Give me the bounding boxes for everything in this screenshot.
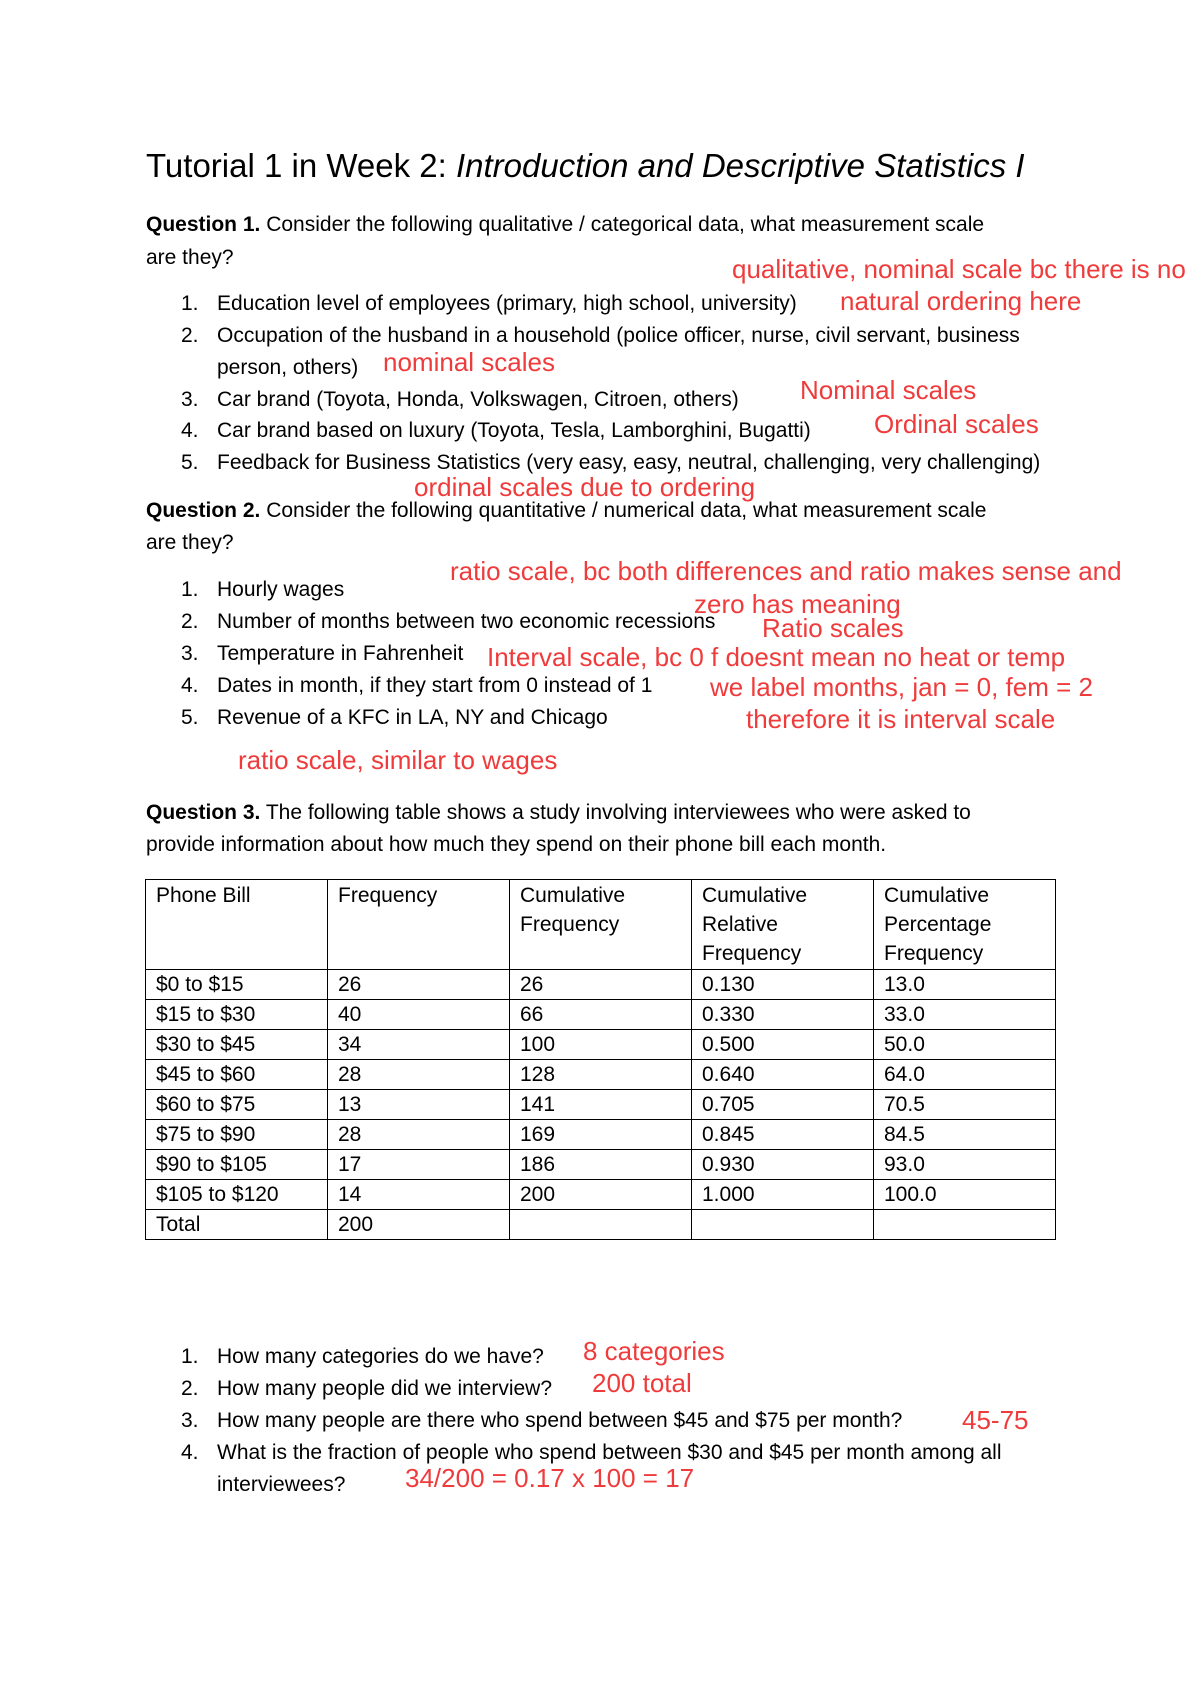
q3-text-line1: The following table shows a study involving interviewees who were asked to — [260, 801, 971, 824]
list-text: Temperature in Fahrenheit — [217, 642, 464, 665]
list-text: How many people are there who spend between $45 and $75 per month? — [217, 1409, 903, 1432]
list-text: Car brand based on luxury (Toyota, Tesla, Lamborghini, Bugatti) — [217, 419, 811, 442]
annotation-q2-zero-meaning: zero has meaning — [694, 589, 901, 619]
table-cell: $60 to $75 — [146, 1090, 328, 1120]
table-cell: 13 — [328, 1090, 510, 1120]
q1-list-item — [181, 415, 811, 447]
list-text: Education level of employees (primary, high school, university) — [217, 292, 797, 315]
table-row — [146, 1180, 1056, 1210]
table-header-cell — [510, 880, 692, 970]
table-cell: $0 to $15 — [146, 970, 328, 1000]
list-number: 1. — [181, 292, 199, 315]
table-header-cell — [146, 880, 328, 970]
table-cell: 186 — [510, 1150, 692, 1180]
q1-list-item — [181, 288, 797, 320]
table-cell: 1.000 — [692, 1180, 874, 1210]
table-cell: Total — [146, 1210, 328, 1240]
list-number: 2. — [181, 1377, 199, 1400]
header-text-line: Cumulative — [702, 884, 808, 907]
list-text: Dates in month, if they start from 0 instead of 1 — [217, 674, 653, 697]
header-text-line: Frequency — [884, 942, 984, 965]
table-cell: 128 — [510, 1060, 692, 1090]
annotation-q2-interval-conclusion: therefore it is interval scale — [746, 704, 1056, 734]
table-row — [146, 1090, 1056, 1120]
q2-label: Question 2. — [146, 499, 261, 522]
table-row — [146, 1000, 1056, 1030]
table-cell: $30 to $45 — [146, 1030, 328, 1060]
annotation-q3-range: 45-75 — [962, 1405, 1029, 1435]
list-number: 3. — [181, 388, 199, 411]
annotation-q1-ordinal-ordering: ordinal scales due to ordering — [414, 472, 756, 502]
q2-list-item — [181, 638, 464, 670]
annotation-q1-natural-ordering: natural ordering here — [840, 286, 1082, 316]
table-cell: 66 — [510, 1000, 692, 1030]
table-cell — [874, 1210, 1056, 1240]
table-header-cell — [692, 880, 874, 970]
annotation-q3-categories: 8 categories — [583, 1336, 725, 1366]
q2-list-item — [181, 574, 345, 606]
list-text: What is the fraction of people who spend between $30 and $45 per month among all — [217, 1441, 1002, 1464]
table-cell: 0.705 — [692, 1090, 874, 1120]
table-cell: 200 — [328, 1210, 510, 1240]
table-row — [146, 1150, 1056, 1180]
table-row — [146, 1210, 1056, 1240]
table-cell: 28 — [328, 1120, 510, 1150]
annotation-q2-interval-scale: Interval scale, bc 0 f doesnt mean no heat or temp — [487, 642, 1066, 672]
table-cell: 34 — [328, 1030, 510, 1060]
table-cell: $45 to $60 — [146, 1060, 328, 1090]
list-text: Occupation of the husband in a household (police officer, nurse, civil servant, business — [217, 324, 1020, 347]
table-cell: 33.0 — [874, 1000, 1056, 1030]
list-text: Car brand (Toyota, Honda, Volkswagen, Citroen, others) — [217, 388, 739, 411]
q1-text-line1: Consider the following qualitative / categorical data, what measurement scale — [260, 213, 985, 236]
table-cell: 0.845 — [692, 1120, 874, 1150]
table-cell: 84.5 — [874, 1120, 1056, 1150]
table-row — [146, 1060, 1056, 1090]
list-number: 1. — [181, 578, 199, 601]
list-number: 5. — [181, 451, 199, 474]
table-cell: 0.500 — [692, 1030, 874, 1060]
q2-list-item — [181, 606, 716, 638]
table-cell: 0.130 — [692, 970, 874, 1000]
list-text-continued: person, others) — [217, 356, 359, 379]
table-cell: 26 — [328, 970, 510, 1000]
q1-list-item — [181, 320, 1020, 352]
header-text-line: Cumulative — [884, 884, 990, 907]
page-title — [146, 147, 1025, 185]
annotation-q2-ratio-wages: ratio scale, similar to wages — [238, 745, 558, 775]
table-cell: 169 — [510, 1120, 692, 1150]
q2-list-item — [181, 702, 608, 734]
q3-sub-item — [181, 1341, 544, 1373]
q1-intro — [146, 209, 984, 241]
table-cell: 0.330 — [692, 1000, 874, 1030]
q3-sub-item — [181, 1437, 1002, 1469]
annotation-q2-label-months: we label months, jan = 0, fem = 2 — [710, 672, 1093, 702]
q3-intro — [146, 797, 971, 829]
table-cell: 0.640 — [692, 1060, 874, 1090]
table-cell: 100 — [510, 1030, 692, 1060]
header-text-line: Cumulative — [520, 884, 626, 907]
list-text: How many categories do we have? — [217, 1345, 544, 1368]
annotation-q3-fraction: 34/200 = 0.17 x 100 = 17 — [405, 1463, 695, 1493]
phone-bill-table — [145, 879, 1056, 1240]
table-row — [146, 1030, 1056, 1060]
list-text: Number of months between two economic recessions — [217, 610, 716, 633]
table-cell: 0.930 — [692, 1150, 874, 1180]
q3-sub-item — [181, 1405, 903, 1437]
annotation-q1-ordinal-scales: Ordinal scales — [874, 409, 1039, 439]
list-text-continued: interviewees? — [217, 1473, 346, 1496]
header-text-line: Phone Bill — [156, 884, 251, 907]
table-header-row — [146, 880, 1056, 970]
q1-label: Question 1. — [146, 213, 261, 236]
list-text: Feedback for Business Statistics (very easy, easy, neutral, challenging, very challenging) — [217, 451, 1041, 474]
table-cell: $15 to $30 — [146, 1000, 328, 1030]
q2-text-line1: Consider the following quantitative / numerical data, what measurement scale — [260, 499, 987, 522]
table-cell: 70.5 — [874, 1090, 1056, 1120]
table-cell — [510, 1210, 692, 1240]
table-row — [146, 1120, 1056, 1150]
table-cell: $90 to $105 — [146, 1150, 328, 1180]
q1-list-item — [181, 447, 1041, 479]
q2-list-item — [181, 670, 653, 702]
table-cell: 100.0 — [874, 1180, 1056, 1210]
q2-text-line2: are they? — [146, 531, 234, 554]
q1-text-line2: are they? — [146, 246, 234, 269]
list-number: 3. — [181, 642, 199, 665]
table-cell: 200 — [510, 1180, 692, 1210]
table-cell: 141 — [510, 1090, 692, 1120]
table-cell: 64.0 — [874, 1060, 1056, 1090]
header-text-line: Frequency — [520, 913, 620, 936]
list-text: Hourly wages — [217, 578, 345, 601]
list-number: 5. — [181, 706, 199, 729]
q3-label: Question 3. — [146, 801, 261, 824]
annotation-q2-ratio-scale: ratio scale, bc both differences and ratio makes sense and — [450, 556, 1122, 586]
header-text-line: Frequency — [338, 884, 438, 907]
title-italic: Introduction and Descriptive Statistics I — [455, 147, 1025, 184]
list-number: 1. — [181, 1345, 199, 1368]
table-cell: 28 — [328, 1060, 510, 1090]
list-text: Revenue of a KFC in LA, NY and Chicago — [217, 706, 608, 729]
table-cell: 50.0 — [874, 1030, 1056, 1060]
list-number: 4. — [181, 419, 199, 442]
annotation-q1-qualitative: qualitative, nominal scale bc there is no — [732, 254, 1186, 284]
header-text-line: Relative — [702, 913, 778, 936]
annotation-q2-ratio-scales: Ratio scales — [762, 613, 904, 643]
header-text-line: Percentage — [884, 913, 992, 936]
table-cell: $75 to $90 — [146, 1120, 328, 1150]
q3-sub-item — [181, 1373, 553, 1405]
list-number: 4. — [181, 674, 199, 697]
table-row — [146, 970, 1056, 1000]
table-cell: 26 — [510, 970, 692, 1000]
annotation-q1-nominal-scales-2: Nominal scales — [800, 375, 977, 405]
table-header-cell — [328, 880, 510, 970]
table-cell — [692, 1210, 874, 1240]
table-cell: 93.0 — [874, 1150, 1056, 1180]
list-number: 2. — [181, 610, 199, 633]
list-number: 4. — [181, 1441, 199, 1464]
table-cell: $105 to $120 — [146, 1180, 328, 1210]
annotation-q3-total: 200 total — [592, 1368, 692, 1398]
table-cell: 17 — [328, 1150, 510, 1180]
table-cell: 40 — [328, 1000, 510, 1030]
list-number: 2. — [181, 324, 199, 347]
annotation-q1-nominal-scales: nominal scales — [383, 347, 555, 377]
list-number: 3. — [181, 1409, 199, 1432]
header-text-line: Frequency — [702, 942, 802, 965]
table-header-cell — [874, 880, 1056, 970]
list-text: How many people did we interview? — [217, 1377, 553, 1400]
title-plain: Tutorial 1 in Week 2: — [146, 147, 456, 184]
table-cell: 13.0 — [874, 970, 1056, 1000]
table-cell: 14 — [328, 1180, 510, 1210]
q3-text-line2: provide information about how much they spend on their phone bill each month. — [146, 833, 887, 856]
q1-list-item — [181, 384, 739, 416]
